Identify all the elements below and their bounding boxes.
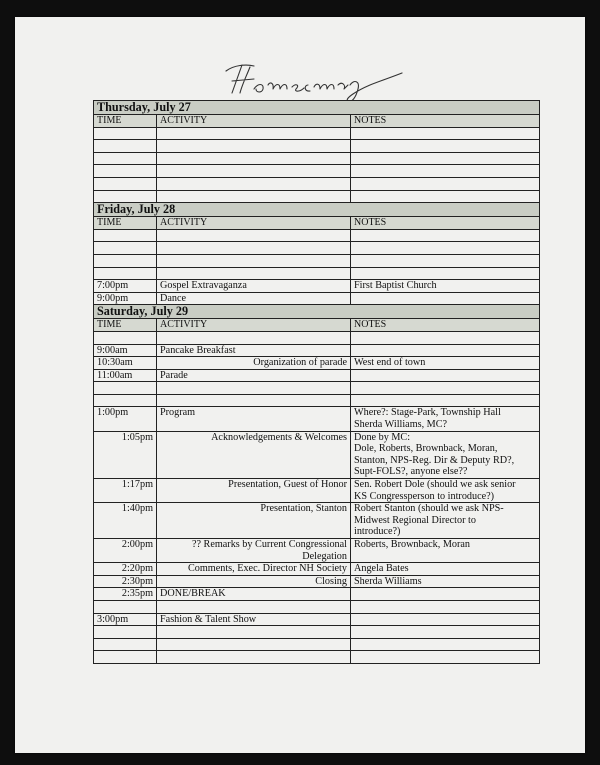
schedule-row	[94, 613, 540, 626]
row-time	[94, 127, 157, 140]
row-notes: Roberts, Brownback, Moran	[351, 539, 540, 563]
schedule-row	[94, 407, 540, 431]
row-time	[94, 140, 157, 153]
header-time: TIME	[94, 217, 157, 230]
schedule-row	[94, 177, 540, 190]
row-activity	[157, 190, 351, 203]
row-time	[94, 177, 157, 190]
schedule-row	[94, 229, 540, 242]
schedule-row	[94, 280, 540, 293]
schedule-row	[94, 575, 540, 588]
row-activity	[157, 177, 351, 190]
row-time: 3:00pm	[94, 613, 157, 626]
row-activity: Organization of parade	[157, 357, 351, 370]
row-notes	[351, 344, 540, 357]
row-time: 1:17pm	[94, 479, 157, 503]
row-notes	[351, 190, 540, 203]
row-notes	[351, 382, 540, 395]
schedule-row	[94, 267, 540, 280]
header-notes: NOTES	[351, 319, 540, 332]
row-time	[94, 254, 157, 267]
schedule-row	[94, 254, 540, 267]
row-notes: First Baptist Church	[351, 280, 540, 293]
row-notes	[351, 588, 540, 601]
row-notes: Robert Stanton (should we ask NPS- Midwest Regional Director to introduce?)	[351, 503, 540, 539]
day-title: Friday, July 28	[94, 203, 540, 217]
schedule-row	[94, 165, 540, 178]
row-notes	[351, 651, 540, 664]
header-activity: ACTIVITY	[157, 217, 351, 230]
row-time: 2:20pm	[94, 563, 157, 576]
row-time	[94, 651, 157, 664]
row-notes: Sen. Robert Dole (should we ask senior KS Congressperson to introduce?)	[351, 479, 540, 503]
row-notes: Angela Bates	[351, 563, 540, 576]
row-time	[94, 394, 157, 407]
row-activity	[157, 229, 351, 242]
schedule-row	[94, 539, 540, 563]
row-notes	[351, 177, 540, 190]
row-time: 1:40pm	[94, 503, 157, 539]
row-time	[94, 331, 157, 344]
row-time	[94, 242, 157, 255]
row-activity	[157, 651, 351, 664]
schedule-row	[94, 394, 540, 407]
row-activity	[157, 254, 351, 267]
day-title: Thursday, July 27	[94, 101, 540, 115]
row-notes	[351, 613, 540, 626]
row-activity: DONE/BREAK	[157, 588, 351, 601]
row-activity	[157, 600, 351, 613]
row-activity	[157, 267, 351, 280]
day-title: Saturday, July 29	[94, 305, 540, 319]
row-notes: Done by MC: Dole, Roberts, Brownback, Moran, Stanton, NPS-Reg. Dir & Deputy RD?, Supt-FOLS?, anyone else??	[351, 431, 540, 478]
row-activity: Pancake Breakfast	[157, 344, 351, 357]
row-notes: Sherda Williams	[351, 575, 540, 588]
schedule-row	[94, 382, 540, 395]
row-time	[94, 382, 157, 395]
row-activity: Dance	[157, 292, 351, 305]
header-time: TIME	[94, 319, 157, 332]
row-activity: Fashion & Talent Show	[157, 613, 351, 626]
row-notes: Where?: Stage-Park, Township Hall Sherda Williams, MC?	[351, 407, 540, 431]
row-activity: Program	[157, 407, 351, 431]
schedule-row	[94, 242, 540, 255]
schedule-row	[94, 600, 540, 613]
row-activity	[157, 382, 351, 395]
row-time: 7:00pm	[94, 280, 157, 293]
row-activity	[157, 140, 351, 153]
row-notes	[351, 369, 540, 382]
header-activity: ACTIVITY	[157, 319, 351, 332]
row-activity	[157, 638, 351, 651]
row-time: 1:00pm	[94, 407, 157, 431]
schedule-row	[94, 588, 540, 601]
row-time: 11:00am	[94, 369, 157, 382]
row-notes	[351, 267, 540, 280]
row-activity	[157, 626, 351, 639]
row-notes: West end of town	[351, 357, 540, 370]
row-time	[94, 626, 157, 639]
header-time: TIME	[94, 115, 157, 128]
row-time: 2:00pm	[94, 539, 157, 563]
row-time: 10:30am	[94, 357, 157, 370]
column-header-row	[94, 115, 540, 128]
row-activity	[157, 331, 351, 344]
schedule-row	[94, 331, 540, 344]
schedule-row	[94, 292, 540, 305]
row-time	[94, 190, 157, 203]
schedule-row	[94, 563, 540, 576]
row-activity: ?? Remarks by Current Congressional Delegation	[157, 539, 351, 563]
row-time	[94, 152, 157, 165]
schedule-row	[94, 638, 540, 651]
row-notes	[351, 152, 540, 165]
row-time: 1:05pm	[94, 431, 157, 478]
row-notes	[351, 140, 540, 153]
row-notes	[351, 242, 540, 255]
row-notes	[351, 292, 540, 305]
row-activity	[157, 127, 351, 140]
row-notes	[351, 229, 540, 242]
row-notes	[351, 394, 540, 407]
day-header-row	[94, 305, 540, 319]
day-header-row	[94, 101, 540, 115]
row-notes	[351, 165, 540, 178]
schedule-row	[94, 651, 540, 664]
row-notes	[351, 331, 540, 344]
row-activity: Closing	[157, 575, 351, 588]
schedule-row	[94, 190, 540, 203]
column-header-row	[94, 217, 540, 230]
schedule-row	[94, 152, 540, 165]
schedule-row	[94, 431, 540, 478]
row-activity: Acknowledgements & Welcomes	[157, 431, 351, 478]
row-time: 9:00pm	[94, 292, 157, 305]
row-notes	[351, 127, 540, 140]
day-header-row	[94, 203, 540, 217]
schedule-row	[94, 357, 540, 370]
schedule-row	[94, 503, 540, 539]
row-notes	[351, 254, 540, 267]
row-activity	[157, 152, 351, 165]
schedule-table	[93, 100, 540, 664]
row-activity: Comments, Exec. Director NH Society	[157, 563, 351, 576]
document-page	[15, 17, 585, 753]
row-activity	[157, 165, 351, 178]
header-activity: ACTIVITY	[157, 115, 351, 128]
row-time	[94, 600, 157, 613]
row-time: 9:00am	[94, 344, 157, 357]
row-time	[94, 229, 157, 242]
row-time: 2:30pm	[94, 575, 157, 588]
row-activity: Presentation, Stanton	[157, 503, 351, 539]
schedule-row	[94, 479, 540, 503]
schedule-row	[94, 344, 540, 357]
row-notes	[351, 600, 540, 613]
row-activity	[157, 394, 351, 407]
header-notes: NOTES	[351, 217, 540, 230]
row-time	[94, 267, 157, 280]
row-activity: Parade	[157, 369, 351, 382]
row-activity: Gospel Extravaganza	[157, 280, 351, 293]
schedule-row	[94, 626, 540, 639]
header-notes: NOTES	[351, 115, 540, 128]
row-activity	[157, 242, 351, 255]
schedule-row	[94, 127, 540, 140]
row-time	[94, 165, 157, 178]
row-activity: Presentation, Guest of Honor	[157, 479, 351, 503]
column-header-row	[94, 319, 540, 332]
schedule-row	[94, 140, 540, 153]
row-time	[94, 638, 157, 651]
row-time: 2:35pm	[94, 588, 157, 601]
row-notes	[351, 638, 540, 651]
row-notes	[351, 626, 540, 639]
schedule-row	[94, 369, 540, 382]
